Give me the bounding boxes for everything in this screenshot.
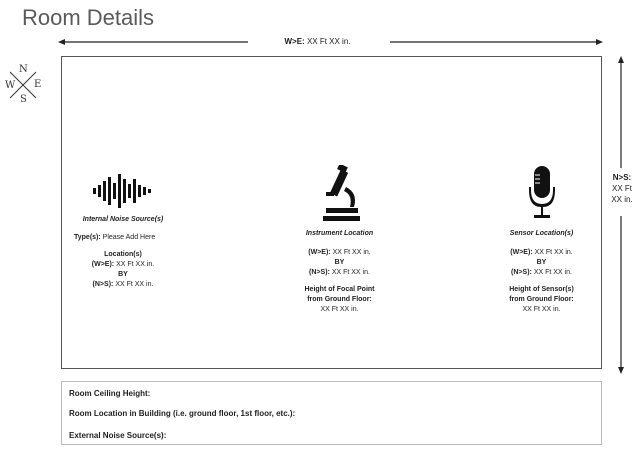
instrument-we-label: (W>E): xyxy=(308,249,331,256)
instrument-height-label-2: from Ground Floor: xyxy=(307,296,372,303)
sensor-height-label-2: from Ground Floor: xyxy=(509,296,574,303)
instrument-height-value: XX Ft XX in. xyxy=(320,306,359,313)
instrument-ns-label: (N>S): xyxy=(309,269,330,276)
ns-dimension-value-ft: XX Ft xyxy=(611,184,632,193)
ns-dimension-arrow xyxy=(616,56,626,374)
we-dimension-value: XX Ft XX in. xyxy=(306,37,351,46)
ns-dimension-key: N>S: xyxy=(612,173,632,182)
instrument-ns-value: XX Ft XX in. xyxy=(331,269,370,276)
noise-source-block xyxy=(64,173,182,290)
noise-we-label: (W>E): xyxy=(91,261,115,268)
room-outline xyxy=(61,56,602,369)
instrument-block xyxy=(277,165,402,315)
sensor-by: BY xyxy=(536,259,547,266)
noise-type-value: Please Add Here xyxy=(102,234,156,241)
instrument-title: Instrument Location xyxy=(305,230,374,237)
room-info-box xyxy=(61,381,602,445)
compass-east: E xyxy=(34,79,42,90)
compass-south: S xyxy=(20,94,27,105)
compass xyxy=(0,62,46,108)
noise-source-title: Internal Noise Source(s) xyxy=(82,216,164,223)
instrument-height-label-1: Height of Focal Point xyxy=(304,286,375,293)
instrument-by: BY xyxy=(334,259,345,266)
ns-dimension-label xyxy=(605,172,639,205)
instrument-we-value: XX Ft XX in. xyxy=(332,249,371,256)
ceiling-height-label: Room Ceiling Height: xyxy=(69,389,151,398)
ns-dimension-value-in: XX in. xyxy=(611,195,633,204)
sensor-title: Sensor Location(s) xyxy=(509,230,574,237)
noise-by: BY xyxy=(118,271,128,278)
sensor-block xyxy=(484,165,599,315)
microphone-icon xyxy=(522,165,562,225)
sensor-we-label: (W>E): xyxy=(510,249,533,256)
sensor-height-label-1: Height of Sensor(s) xyxy=(509,286,574,293)
sensor-ns-label: (N>S): xyxy=(511,269,532,276)
microscope-icon xyxy=(320,165,360,225)
building-location-label: Room Location in Building (i.e. ground floor, 1st floor, etc.): xyxy=(69,409,296,418)
we-dimension-label xyxy=(250,37,385,46)
we-dimension-key: W>E: xyxy=(284,37,305,46)
noise-location-label: Location(s) xyxy=(104,251,142,258)
compass-west: W xyxy=(5,80,16,91)
page-title: Room Details xyxy=(22,5,155,30)
noise-ns-value: XX Ft XX in. xyxy=(115,281,154,288)
sound-wave-icon xyxy=(91,173,155,209)
sensor-ns-value: XX Ft XX in. xyxy=(533,269,572,276)
sensor-we-value: XX Ft XX in. xyxy=(534,249,573,256)
noise-type-label: Type(s): xyxy=(74,234,101,241)
noise-type-row xyxy=(64,233,182,243)
noise-we-value: XX Ft XX in. xyxy=(116,261,155,268)
external-noise-label: External Noise Source(s): xyxy=(69,431,167,440)
sensor-height-value: XX Ft XX in. xyxy=(522,306,561,313)
noise-ns-label: (N>S): xyxy=(92,281,114,288)
compass-north: N xyxy=(19,64,28,75)
